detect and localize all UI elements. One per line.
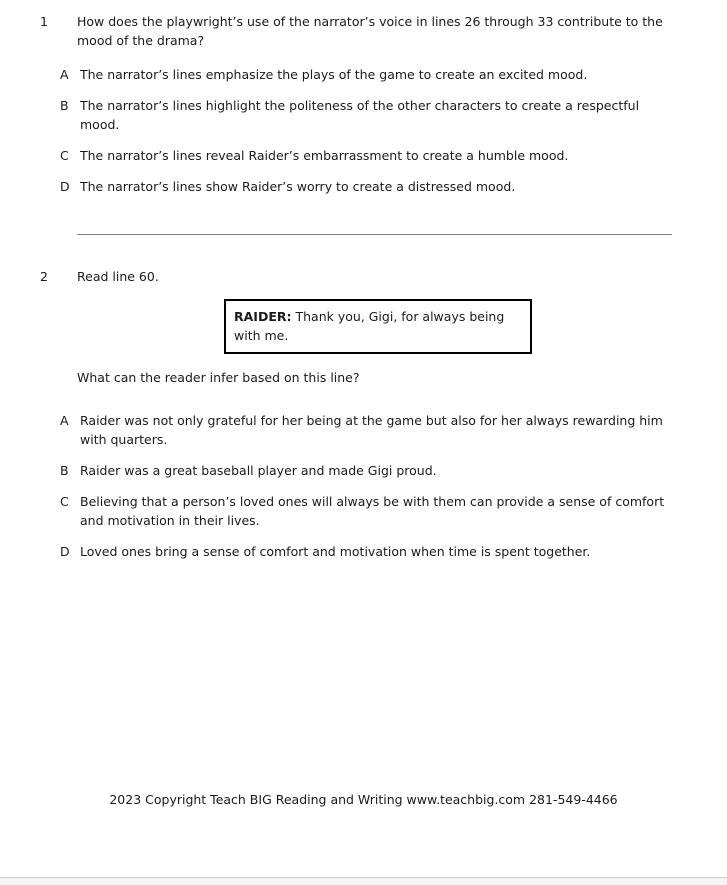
quote-speaker-label: RAIDER: [234,309,292,324]
choice-text: The narrator’s lines show Raider’s worry to create a distressed mood. [80,179,516,194]
choice-row [60,461,727,480]
choice-letter: C [60,148,69,163]
question-stem: Read line 60. [77,269,159,284]
quote-text: Thank you, Gigi, for always being with me. [234,309,505,343]
choice-letter: A [60,413,69,428]
choice-row [60,492,727,530]
choice-row [60,96,727,134]
question-prompt: What can the reader infer based on this line? [77,370,360,385]
choice-text: Raider was not only grateful for her being at the game but also for her always rewarding him with quarters. [80,413,663,447]
choice-letter: C [60,494,69,509]
choice-text: The narrator’s lines emphasize the plays of the game to create an excited mood. [80,67,588,82]
choice-letter: B [60,463,69,478]
choice-row [60,146,727,165]
choice-row [60,411,727,449]
choice-text: Raider was a great baseball player and made Gigi proud. [80,463,437,478]
section-divider [77,234,672,235]
choice-text: Believing that a person’s loved ones will always be with them can provide a sense of comfort and motivation in their lives. [80,494,665,528]
choice-row [60,177,727,196]
choice-text: Loved ones bring a sense of comfort and motivation when time is spent together. [80,544,591,559]
question-number: 1 [40,14,48,29]
choice-text: The narrator’s lines reveal Raider’s embarrassment to create a humble mood. [80,148,569,163]
quote-box [224,299,532,354]
choice-letter: D [60,179,70,194]
question-1 [0,0,727,196]
choice-row [60,542,727,561]
choice-row [60,65,727,84]
page-bottom-edge [0,877,727,885]
question-number-spacer [40,368,77,387]
question-number: 2 [40,269,48,284]
choice-letter: D [60,544,70,559]
question-1-stem-row [40,12,727,50]
choice-text: The narrator’s lines highlight the politeness of the other characters to create a respectful mood. [80,98,640,132]
choice-letter: B [60,98,69,113]
question-2-prompt-row [40,368,727,387]
copyright-footer: 2023 Copyright Teach BIG Reading and Writing www.teachbig.com 281-549-4466 [109,792,618,807]
question-stem: How does the playwright’s use of the narrator’s voice in lines 26 through 33 contribute to the mood of the drama? [77,14,663,48]
question-2 [0,267,727,561]
choice-letter: A [60,67,69,82]
question-2-stem-row [40,267,727,286]
